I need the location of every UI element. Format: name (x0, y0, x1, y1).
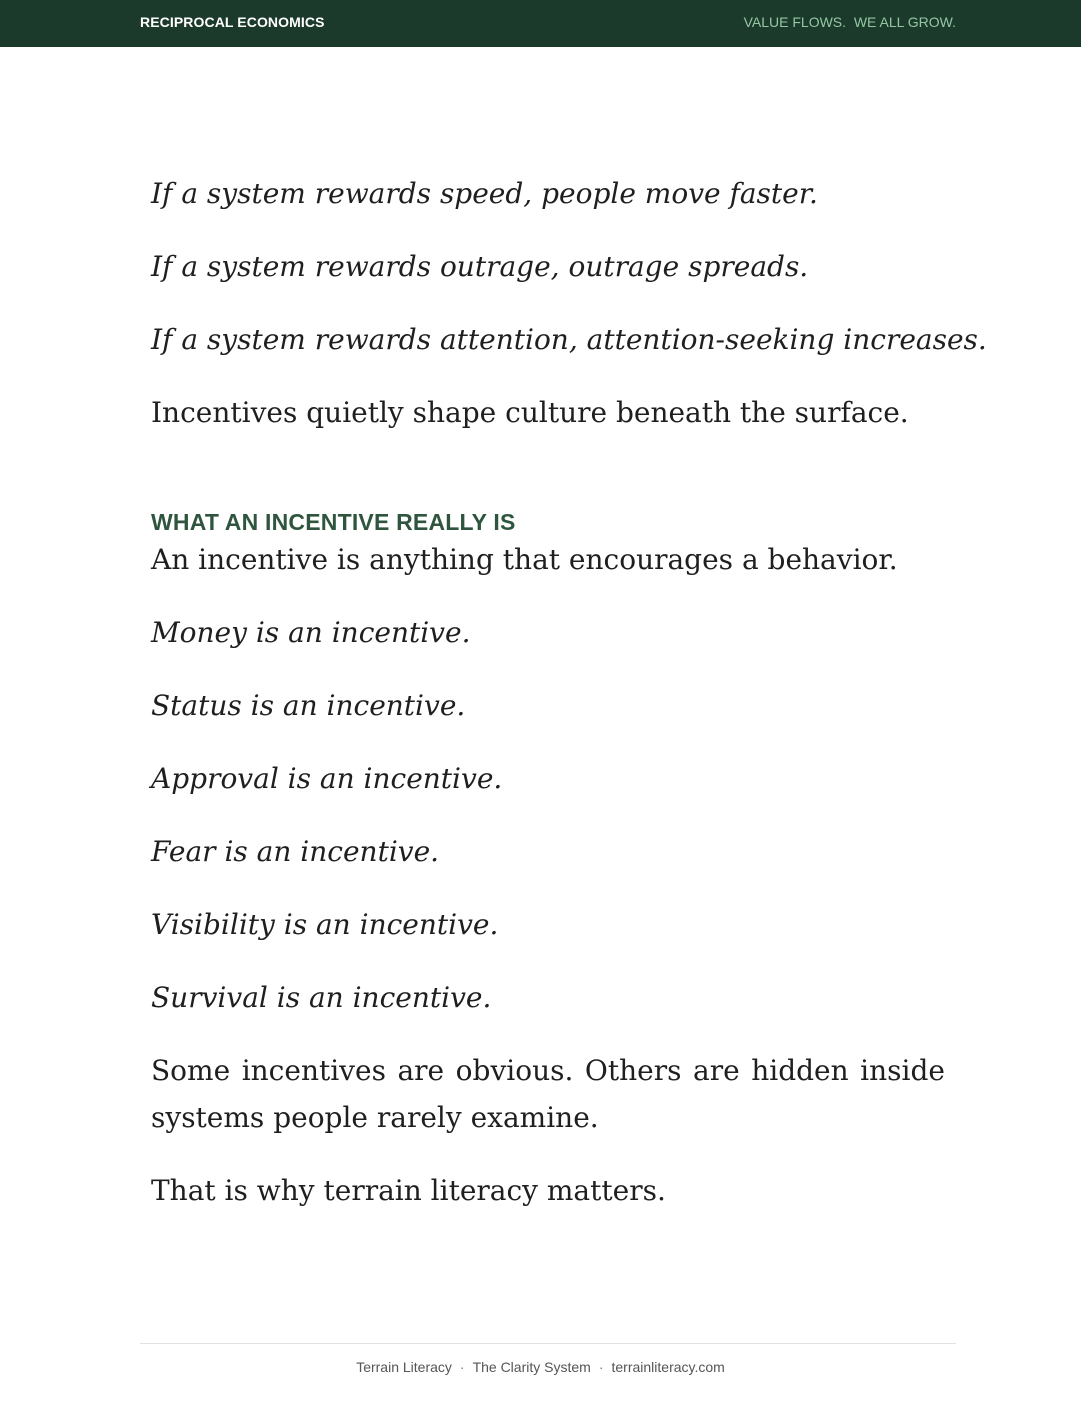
top-bar (0, 0, 1081, 47)
example-line: Visibility is an incentive. (151, 908, 499, 941)
footer-separator: · (598, 1359, 604, 1375)
section-heading: WHAT AN INCENTIVE REALLY IS (151, 509, 516, 535)
footer (0, 1359, 1081, 1375)
site-brand[interactable]: RECIPROCAL ECONOMICS (140, 14, 325, 30)
intro-conclusion: Incentives quietly shape culture beneath the surface. (151, 396, 909, 429)
example-line: Money is an incentive. (151, 616, 471, 649)
footer-link-website[interactable]: terrainliteracy.com (611, 1359, 725, 1375)
example-line: Status is an incentive. (151, 689, 466, 722)
definition-text: An incentive is anything that encourages a behavior. (151, 543, 898, 576)
site-tagline: VALUE FLOWS. WE ALL GROW. (743, 14, 956, 30)
footer-link-clarity-system[interactable]: The Clarity System (472, 1359, 591, 1375)
example-line: Approval is an incentive. (151, 762, 503, 795)
footer-link-terrain-literacy[interactable]: Terrain Literacy (356, 1359, 452, 1375)
article-body (151, 170, 987, 1214)
intro-line: If a system rewards attention, attention-seeking increases. (151, 323, 987, 356)
intro-line: If a system rewards speed, people move faster. (151, 177, 818, 210)
example-line: Survival is an incentive. (151, 981, 492, 1014)
intro-line: If a system rewards outrage, outrage spreads. (151, 250, 809, 283)
closing-line: That is why terrain literacy matters. (151, 1174, 666, 1207)
body-paragraph: Some incentives are obvious. Others are hidden inside systems people rarely examine. (151, 1054, 945, 1134)
example-line: Fear is an incentive. (151, 835, 440, 868)
footer-separator: · (459, 1359, 465, 1375)
footer-divider (140, 1343, 956, 1344)
